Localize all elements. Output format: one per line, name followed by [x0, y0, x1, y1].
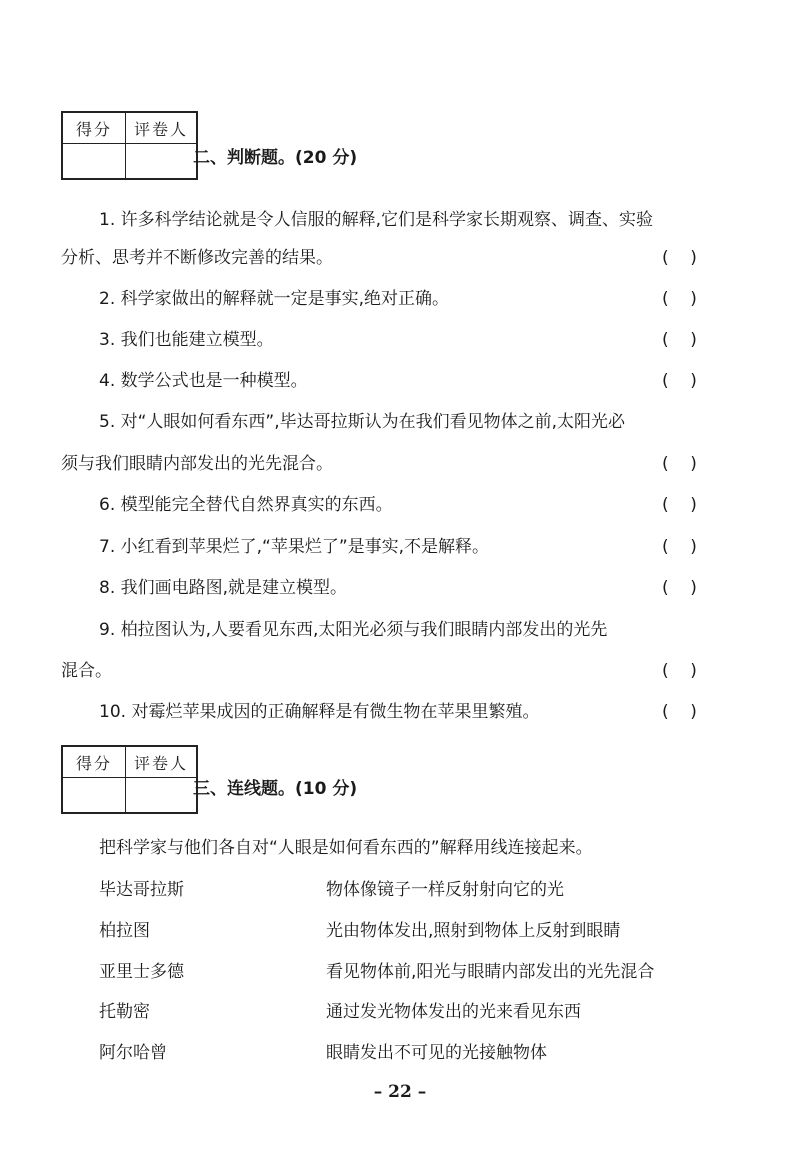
scientist-item[interactable]: 托勒密 [99, 1002, 150, 1022]
question-4: 4. 数学公式也是一种模型。 [99, 371, 308, 391]
answer-blank-8[interactable]: ( ) [662, 578, 697, 598]
grader-label: 评卷人 [126, 112, 198, 144]
question-3: 3. 我们也能建立模型。 [99, 330, 274, 350]
score-label: 得分 [62, 746, 126, 778]
question-9-line2: 混合。 [61, 661, 112, 681]
scientist-item[interactable]: 亚里士多德 [99, 962, 184, 982]
answer-blank-7[interactable]: ( ) [662, 537, 697, 557]
question-7: 7. 小红看到苹果烂了,“苹果烂了”是事实,不是解释。 [99, 537, 490, 557]
explanation-item[interactable]: 光由物体发出,照射到物体上反射到眼睛 [326, 921, 621, 941]
score-label: 得分 [62, 112, 126, 144]
grader-label: 评卷人 [126, 746, 198, 778]
question-2: 2. 科学家做出的解释就一定是事实,绝对正确。 [99, 289, 450, 309]
question-9-line1: 9. 柏拉图认为,人要看见东西,太阳光必须与我们眼睛内部发出的光先 [99, 620, 608, 640]
scientist-item[interactable]: 柏拉图 [99, 921, 150, 941]
answer-blank-1[interactable]: ( ) [662, 248, 697, 268]
explanation-item[interactable]: 物体像镜子一样反射射向它的光 [326, 880, 564, 900]
explanation-item[interactable]: 看见物体前,阳光与眼睛内部发出的光先混合 [326, 962, 655, 982]
scientist-item[interactable]: 阿尔哈曾 [99, 1043, 167, 1063]
scientist-item[interactable]: 毕达哥拉斯 [99, 880, 184, 900]
answer-blank-10[interactable]: ( ) [662, 702, 697, 722]
explanation-item[interactable]: 通过发光物体发出的光来看见东西 [326, 1002, 581, 1022]
score-table [61, 745, 198, 814]
answer-blank-3[interactable]: ( ) [662, 330, 697, 350]
score-cell[interactable] [62, 144, 126, 180]
section-title-matching: 三、连线题。(10 分) [193, 779, 358, 799]
question-10: 10. 对霉烂苹果成因的正确解释是有微生物在苹果里繁殖。 [99, 702, 540, 722]
page-number: – 22 – [373, 1082, 427, 1102]
grader-cell[interactable] [126, 144, 198, 180]
score-table [61, 111, 198, 180]
answer-blank-9[interactable]: ( ) [662, 661, 697, 681]
score-cell[interactable] [62, 778, 126, 814]
answer-blank-6[interactable]: ( ) [662, 495, 697, 515]
question-6: 6. 模型能完全替代自然界真实的东西。 [99, 495, 393, 515]
matching-instruction: 把科学家与他们各自对“人眼是如何看东西的”解释用线连接起来。 [99, 838, 593, 858]
question-5-line2: 须与我们眼睛内部发出的光先混合。 [61, 454, 333, 474]
answer-blank-5[interactable]: ( ) [662, 454, 697, 474]
grader-cell[interactable] [126, 778, 198, 814]
explanation-item[interactable]: 眼睛发出不可见的光接触物体 [326, 1043, 547, 1063]
question-8: 8. 我们画电路图,就是建立模型。 [99, 578, 348, 598]
answer-blank-2[interactable]: ( ) [662, 289, 697, 309]
question-1-line1: 1. 许多科学结论就是令人信服的解释,它们是科学家长期观察、调查、实验 [99, 210, 654, 230]
section-title-judgment: 二、判断题。(20 分) [193, 148, 358, 168]
answer-blank-4[interactable]: ( ) [662, 371, 697, 391]
question-5-line1: 5. 对“人眼如何看东西”,毕达哥拉斯认为在我们看见物体之前,太阳光必 [99, 412, 626, 432]
question-1-line2: 分析、思考并不断修改完善的结果。 [61, 248, 333, 268]
